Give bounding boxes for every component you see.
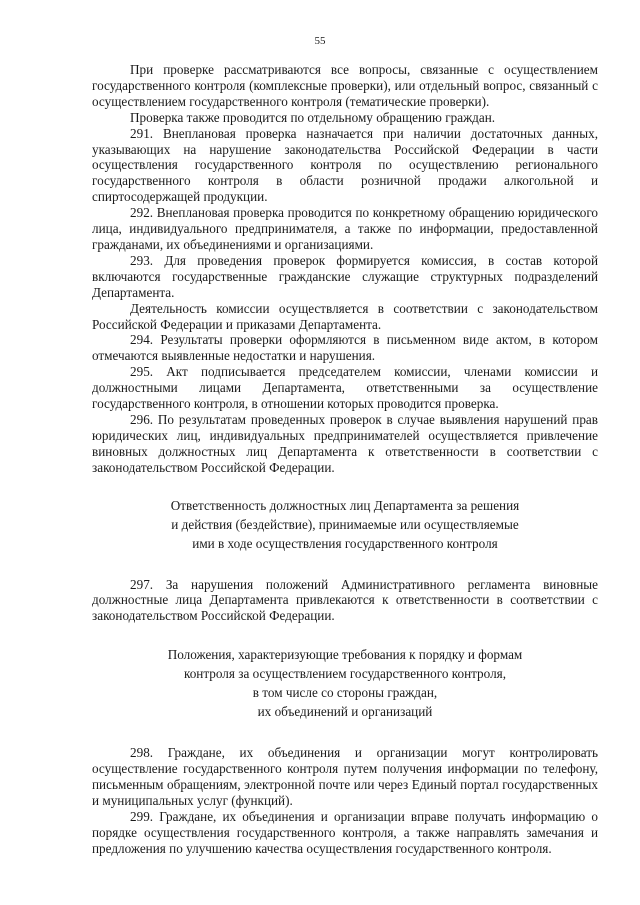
paragraph-293: 293. Для проведения проверок формируется комиссия, в состав которой включаются государственные гражданские служащие структурных подразделений Департамента. <box>92 252 598 300</box>
heading-line: ими в ходе осуществления государственного контроля <box>192 535 498 551</box>
document-body <box>92 62 598 857</box>
paragraph-295: 295. Акт подписывается председателем комиссии, членами комиссии и должностными лицами Департамента, ответственными за осуществление государственного контроля, в отношении которых проводится проверка. <box>92 364 598 412</box>
paragraph-298: 298. Граждане, их объединения и организации могут контролировать осуществление государственного контроля путем получения информации по телефону, письменным обращениям, электронной почте или через Единый портал государственных и муниципальных услуг (функций). <box>92 745 598 808</box>
paragraph-291: 291. Внеплановая проверка назначается при наличии достаточных данных, указывающих на нарушение законодательства Российской Федерации в части осуществления государственного контроля по осуществлению регионального государственного контроля в области розничной продажи алкогольной и спиртосодержащей продукции. <box>92 125 598 205</box>
heading-line: в том числе со стороны граждан, <box>252 685 438 701</box>
page-number: 55 <box>314 35 326 47</box>
heading-line: Ответственность должностных лиц Департамента за решения <box>170 497 520 513</box>
paragraph-299: 299. Граждане, их объединения и организации вправе получать информацию о порядке осуществления государственного контроля, а также направлять замечания и предложения по улучшению качества осуществления государственного контроля. <box>92 808 598 856</box>
paragraph-297: 297. За нарушения положений Административного регламента виновные должностные лица Департамента привлекаются к ответственности в соответствии с законодательством Российской Федерации. <box>92 576 598 624</box>
paragraph: Деятельность комиссии осуществляется в соответствии с законодательством Российской Федерации и приказами Департамента. <box>92 300 598 332</box>
section-heading-control-requirements <box>92 645 598 721</box>
heading-line: контроля за осуществлением государственного контроля, <box>183 666 507 682</box>
paragraph-294: 294. Результаты проверки оформляются в письменном виде актом, в котором отмечаются выявленные недостатки и нарушения. <box>92 332 598 364</box>
paragraph: При проверке рассматриваются все вопросы, связанные с осуществлением государственного контроля (комплексные проверки), или отдельный вопрос, связанный с осуществлением государственного контроля (тематические проверки). <box>92 62 598 109</box>
heading-line: Положения, характеризующие требования к порядку и формам <box>167 647 523 663</box>
section-heading-responsibility <box>92 496 598 553</box>
paragraph-296: 296. По результатам проведенных проверок в случае выявления нарушений прав юридических лиц, индивидуальных предпринимателей осуществляется привлечение виновных должностных лиц Департамента к ответственности в соответствии с законодательством Российской Федерации. <box>92 411 598 475</box>
paragraph-292: 292. Внеплановая проверка проводится по конкретному обращению юридического лица, индивидуального предпринимателя, а также по информации, предоставленной гражданами, их объединениями и организациями. <box>92 205 598 252</box>
paragraph: Проверка также проводится по отдельному обращению граждан. <box>130 109 496 125</box>
heading-line: их объединений и организаций <box>257 704 433 720</box>
heading-line: и действия (бездействие), принимаемые или осуществляемые <box>171 516 519 532</box>
